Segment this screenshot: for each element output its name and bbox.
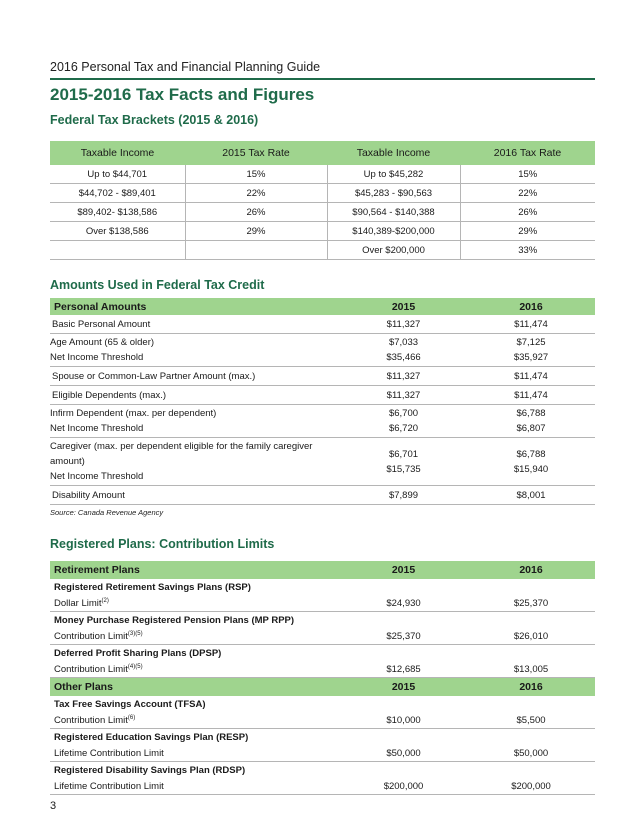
credits-value-line: $7,125 [516,337,546,348]
plan-name: Tax Free Savings Account (TFSA) [54,698,206,710]
credits-table [50,298,595,505]
credits-column-header: 2015 [340,298,467,315]
credits-value-2015 [340,334,467,367]
plan-value-2016: $200,000 [467,778,595,795]
footnote-ref: (2) [101,597,109,604]
credits-row [50,438,595,486]
credits-label-cell [50,486,340,505]
plan-limit-row [50,661,595,678]
plan-name-row [50,696,595,712]
plan-name-row [50,729,595,746]
credits-label-line: amount) [50,456,85,467]
plan-limit-label: Dollar Limit$^{(2)}$ [50,595,340,612]
credits-value-2015 [340,438,467,486]
brackets-cell: 26% [185,203,327,222]
credits-value-line: $6,720 [388,423,419,434]
brackets-cell: $89,402- $138,586 [50,203,185,222]
plans-group-header [50,561,595,579]
page-title: 2015-2016 Tax Facts and Figures [50,85,315,104]
credits-column-header: Personal Amounts [50,298,340,315]
plans-header-cell: 2016 [467,678,595,697]
plan-limit-label: Contribution Limit$^{(6)}$ [50,712,340,729]
brackets-cell: 15% [460,165,595,184]
plan-value-2015: $24,930 [340,595,467,612]
brackets-section-title: Federal Tax Brackets (2015 & 2016) [50,113,259,127]
credits-value-line: $15,735 [386,463,421,475]
credits-value-2016 [467,486,595,505]
plan-value-2016: $25,370 [467,595,595,612]
credits-value-line: $8,001 [516,489,546,501]
credits-value-line: $7,899 [388,489,419,501]
plan-name: Registered Retirement Savings Plans (RSP) [54,581,251,593]
brackets-cell [185,241,327,260]
brackets-cell: $44,702 - $89,401 [50,184,185,203]
brackets-cell: Up to $45,282 [327,165,460,184]
credits-value-line: $7,033 [388,337,419,348]
brackets-row [50,241,595,260]
credits-row [50,386,595,405]
credits-value-line: $11,327 [386,318,421,330]
credits-label-line: Infirm Dependent (max. per dependent) [50,408,217,419]
credits-value-2015 [340,367,467,386]
plan-limit-label: Lifetime Contribution Limit [50,745,340,762]
credits-label-line: Caregiver (max. per dependent eligible for the family caregiver [50,441,313,452]
plan-name-row [50,645,595,662]
plan-value-2016: $13,005 [467,661,595,678]
credits-section-title: Amounts Used in Federal Tax Credit [50,278,265,292]
credits-label-cell [50,367,340,386]
source-note: Source: Canada Revenue Agency [50,508,164,517]
credits-value-2016 [467,438,595,486]
plans-header-cell: Other Plans [50,678,340,697]
plan-limit-label: Contribution Limit$^{(3)(5)}$ [50,628,340,645]
plans-group-header [50,678,595,697]
plan-value-2016: $50,000 [467,745,595,762]
credits-row [50,334,595,367]
credits-label-cell [50,334,340,367]
plan-value-2016: $5,500 [467,712,595,729]
brackets-column-header: 2016 Tax Rate [460,141,595,165]
plan-name-row [50,762,595,779]
brackets-cell: 26% [460,203,595,222]
credits-label-line: Eligible Dependents (max.) [52,389,167,401]
plan-limit-row [50,628,595,645]
footnote-ref: (6) [127,714,136,721]
credits-row [50,486,595,505]
credits-label-cell [50,405,340,438]
plan-name-row [50,579,595,595]
credits-value-2016 [467,367,595,386]
credits-value-line: $6,788 [516,408,546,419]
credits-value-2016 [467,315,595,334]
credits-label-line: Net Income Threshold [50,423,144,434]
brackets-row [50,222,595,241]
credits-label-line: Age Amount (65 & older) [50,337,155,348]
credits-value-line: $6,807 [516,423,546,434]
plan-limit-row [50,778,595,795]
credits-row [50,315,595,334]
brackets-cell: Over $200,000 [327,241,460,260]
brackets-cell: $90,564 - $140,388 [327,203,460,222]
credits-value-line: $6,700 [388,408,419,419]
plan-value-2015: $12,685 [340,661,467,678]
credits-label-cell [50,315,340,334]
plan-value-2015: $50,000 [340,745,467,762]
plan-name: Registered Disability Savings Plan (RDSP) [54,764,246,776]
credits-column-header: 2016 [467,298,595,315]
brackets-cell: 33% [460,241,595,260]
credits-value-2015 [340,486,467,505]
footnote-ref: (4)(5) [127,663,143,670]
brackets-column-header: 2015 Tax Rate [185,141,327,165]
brackets-row [50,184,595,203]
plan-value-2015: $10,000 [340,712,467,729]
plan-limit-row [50,595,595,612]
credits-value-line: $11,474 [514,389,548,401]
plans-table [50,561,595,795]
plans-header-cell: 2015 [340,678,467,697]
credits-value-line: $11,327 [386,389,421,401]
credits-label-line: Spouse or Common-Law Partner Amount (max.) [52,370,256,382]
brackets-row [50,203,595,222]
brackets-cell: 15% [185,165,327,184]
brackets-cell: 29% [185,222,327,241]
credits-row [50,405,595,438]
brackets-cell: Up to $44,701 [50,165,185,184]
credits-value-line: $11,474 [514,318,548,330]
credits-label-line: Disability Amount [52,489,125,501]
credits-label-cell [50,386,340,405]
plans-header-cell: Retirement Plans [50,561,340,579]
plan-name: Money Purchase Registered Pension Plans (MP RPP) [54,614,295,626]
credits-value-2016 [467,405,595,438]
plan-limit-label: Lifetime Contribution Limit [50,778,340,795]
plan-limit-label: Contribution Limit$^{(4)(5)}$ [50,661,340,678]
page-number: 3 [50,800,57,812]
credits-value-2015 [340,405,467,438]
brackets-row [50,165,595,184]
plan-name: Deferred Profit Sharing Plans (DPSP) [54,647,222,659]
plans-header-cell: 2015 [340,561,467,579]
credits-value-line: $15,940 [513,463,549,475]
credits-value-line: $35,466 [386,352,421,363]
footnote-ref: (3)(5) [127,630,143,637]
brackets-cell [50,241,185,260]
brackets-cell: Over $138,586 [50,222,185,241]
credits-row [50,367,595,386]
brackets-table [50,141,595,260]
brackets-cell: 22% [460,184,595,203]
credits-value-line: $35,927 [513,352,549,363]
brackets-column-header: Taxable Income [50,141,185,165]
credits-label-line: Net Income Threshold [50,352,144,363]
plan-name: Registered Education Savings Plan (RESP) [54,731,249,743]
credits-label-line: Basic Personal Amount [52,318,151,330]
page-content [50,60,595,795]
plan-value-2015: $25,370 [340,628,467,645]
credits-value-2016 [467,386,595,405]
brackets-cell: $45,283 - $90,563 [327,184,460,203]
credits-value-line: $11,327 [386,370,421,382]
plan-limit-row [50,745,595,762]
brackets-cell: 29% [460,222,595,241]
plan-value-2016: $26,010 [467,628,595,645]
brackets-cell: 22% [185,184,327,203]
credits-label-cell [50,438,340,486]
credits-value-2015 [340,386,467,405]
running-header: 2016 Personal Tax and Financial Planning Guide [50,60,595,80]
credits-value-line: $11,474 [514,370,548,382]
credits-value-2015 [340,315,467,334]
plan-limit-row [50,712,595,729]
credits-value-2016 [467,334,595,367]
brackets-column-header: Taxable Income [327,141,460,165]
plan-value-2015: $200,000 [340,778,467,795]
brackets-cell: $140,389-$200,000 [327,222,460,241]
plans-header-cell: 2016 [467,561,595,579]
credits-value-line: $6,701 [388,448,419,460]
plans-section-title: Registered Plans: Contribution Limits [50,537,275,551]
credits-label-line: Net Income Threshold [50,471,144,482]
credits-value-line: $6,788 [516,448,546,460]
plan-name-row [50,612,595,629]
